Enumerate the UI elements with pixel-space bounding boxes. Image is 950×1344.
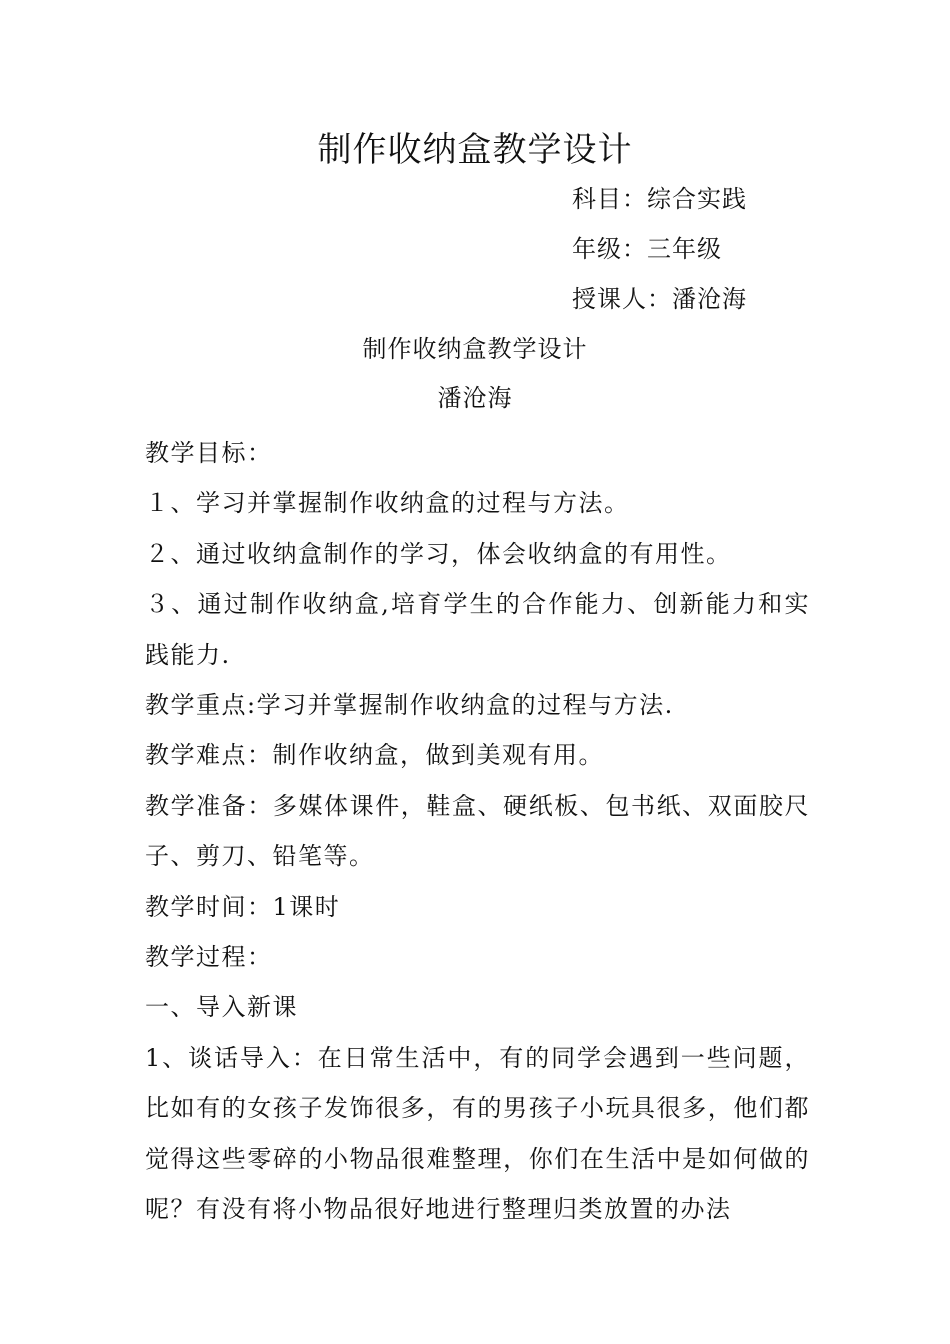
difficult-point: 教学难点：制作收纳盒，做到美观有用。 — [145, 741, 604, 770]
goal-item-2: ２、通过收纳盒制作的学习，体会收纳盒的有用性。 — [145, 539, 732, 568]
heading-teaching-goals: 教学目标： — [145, 439, 273, 467]
author-name: 潘沧海 — [437, 384, 513, 412]
meta-grade: 年级：三年级 — [572, 235, 722, 263]
intro-paragraph: 1、谈话导入：在日常生活中，有的同学会遇到一些问题，比如有的女孩子发饰很多，有的男孩子小玩具很多，他们都觉得这些零碎的小物品很难整理，你们在生活中是如何做的呢？有没有将小物品很好地进行整理归类放置的办法 — [145, 1043, 810, 1224]
meta-teacher: 授课人：潘沧海 — [572, 285, 747, 313]
teaching-time: 教学时间：1课时 — [145, 892, 341, 921]
goal-item-3: ３、通过制作收纳盒,培育学生的合作能力、创新能力和实践能力. — [145, 590, 810, 669]
subtitle: 制作收纳盒教学设计 — [362, 335, 588, 363]
meta-subject: 科目：综合实践 — [572, 185, 747, 213]
teaching-preparation: 教学准备：多媒体课件，鞋盒、硬纸板、包书纸、双面胶尺子、剪刀、铅笔等。 — [145, 791, 810, 871]
document-body — [145, 428, 810, 1235]
key-point: 教学重点:学习并掌握制作收纳盒的过程与方法. — [145, 691, 674, 720]
goal-item-1: １、学习并掌握制作收纳盒的过程与方法。 — [145, 489, 630, 518]
document-title: 制作收纳盒教学设计 — [317, 130, 633, 170]
section-introduction: 一、导入新课 — [145, 993, 298, 1022]
heading-teaching-process: 教学过程： — [145, 943, 273, 972]
